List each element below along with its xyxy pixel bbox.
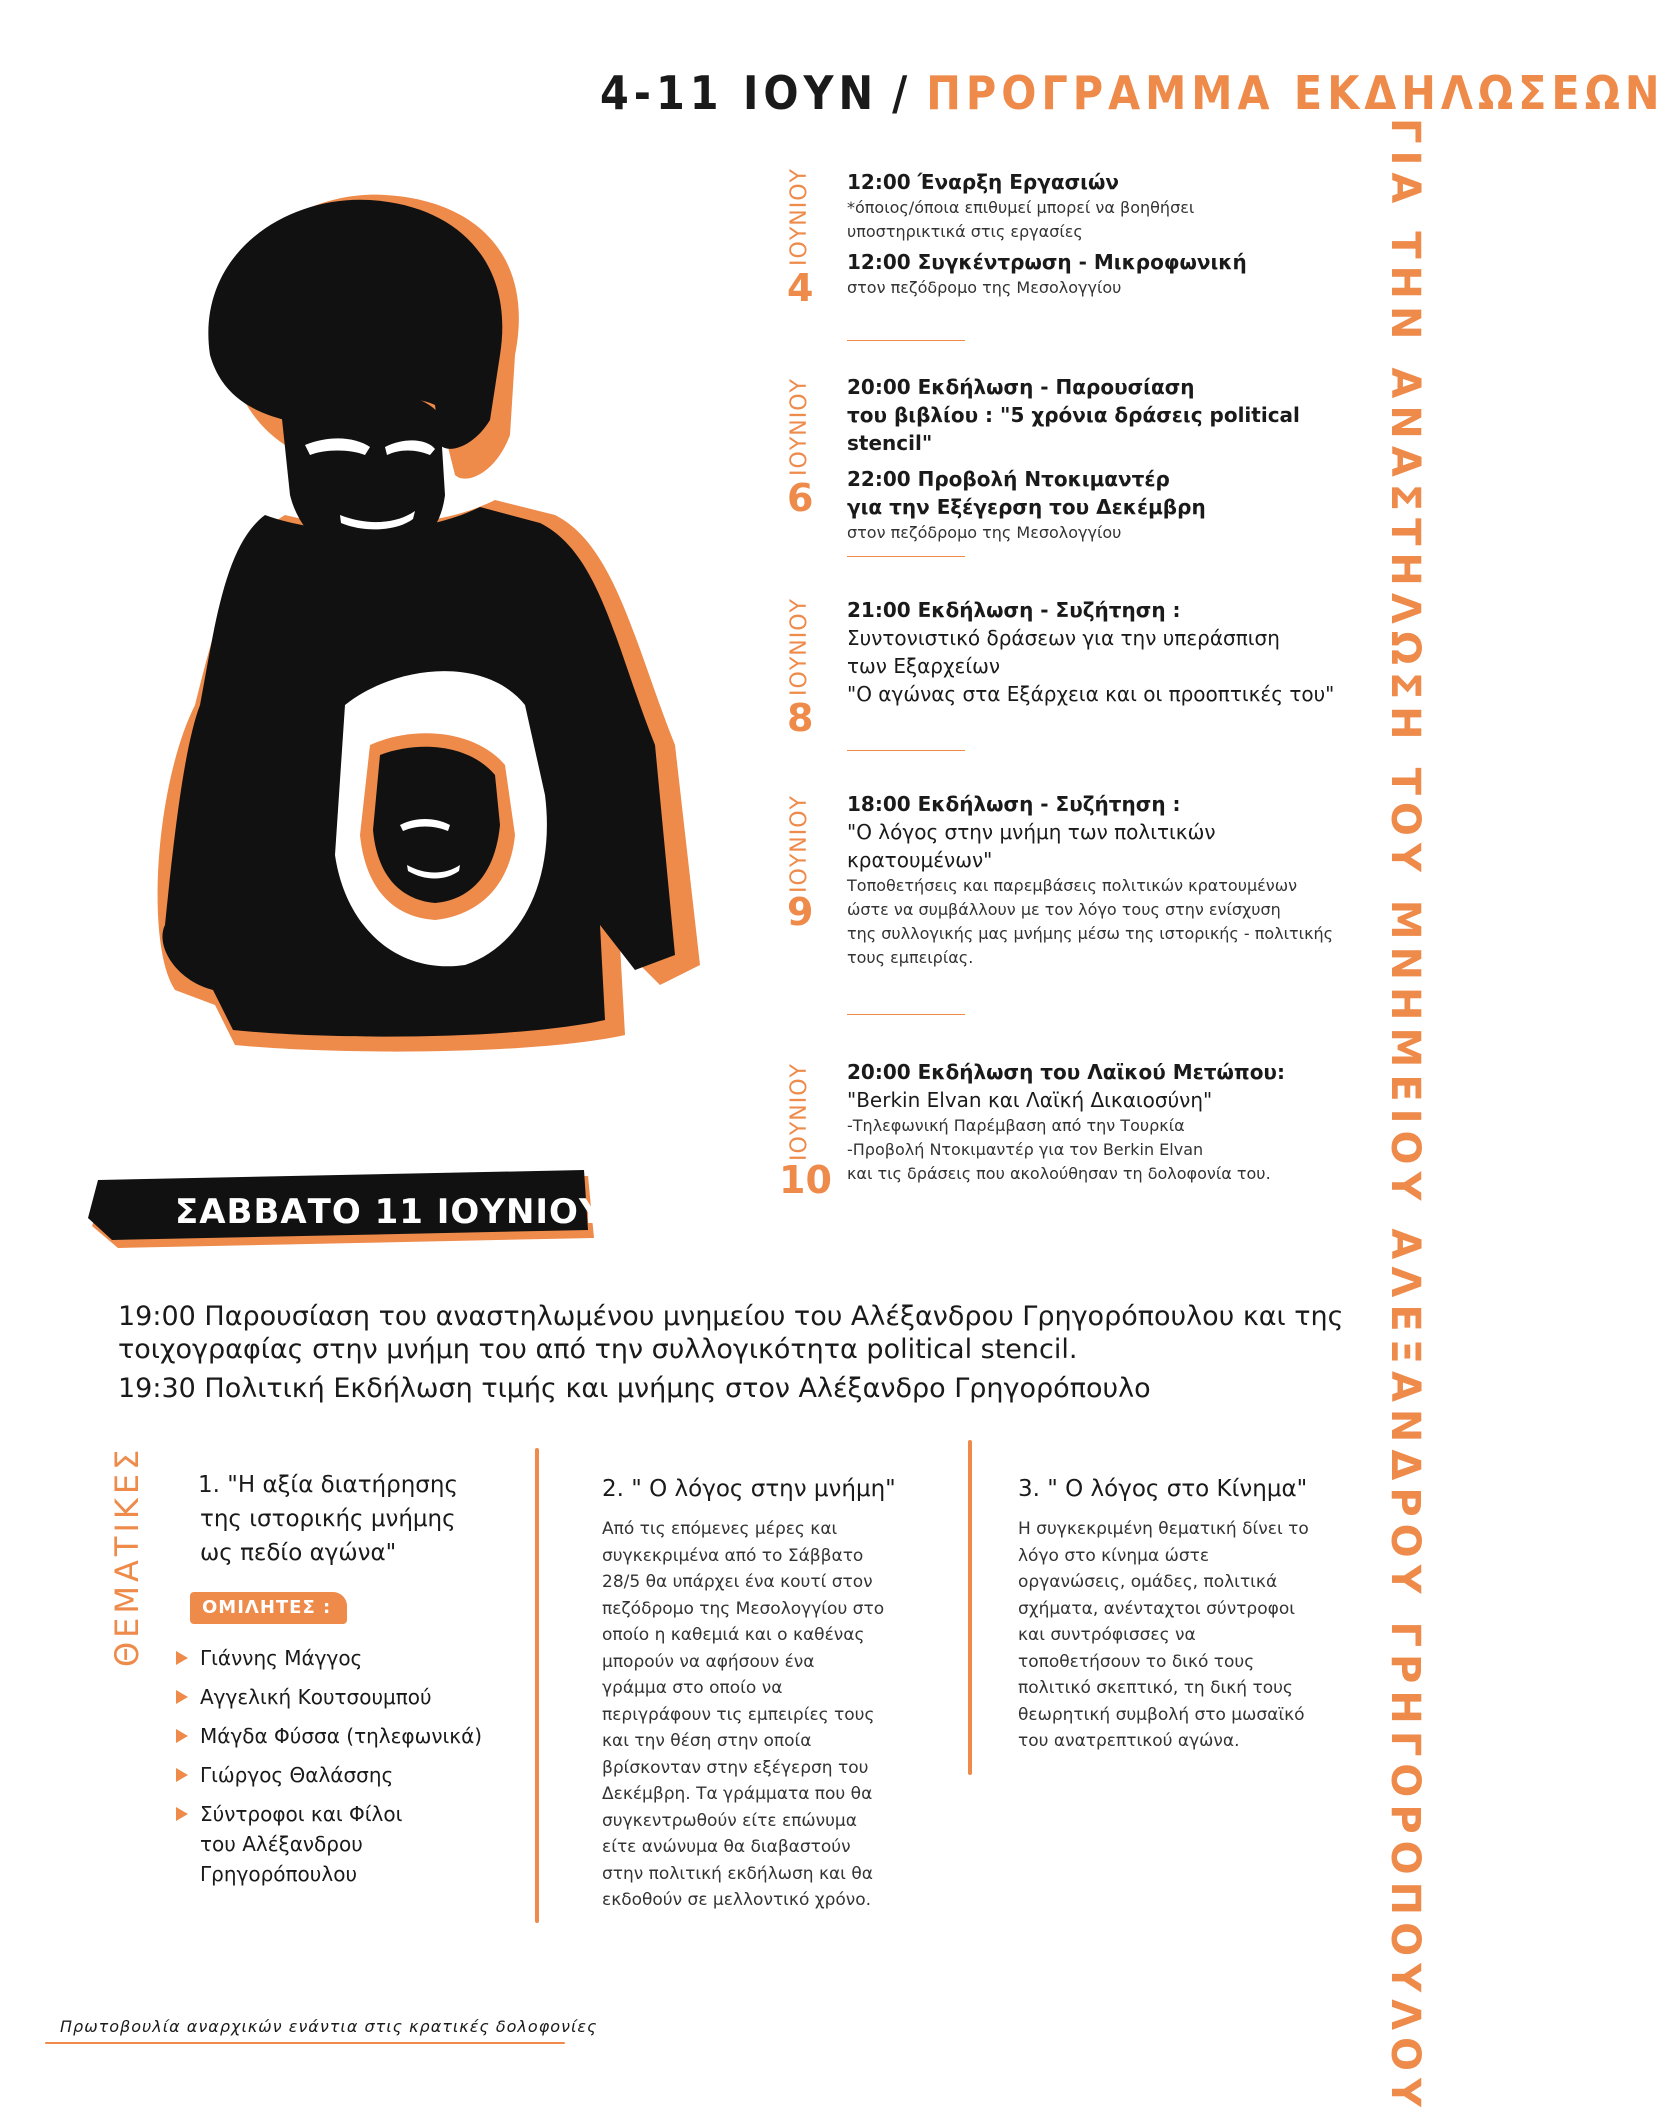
event-line: "Ο λόγος στην μνήμη των πολιτικών — [847, 820, 1216, 844]
arrow-bullet-icon — [176, 1651, 188, 1665]
event-note: -Προβολή Ντοκιμαντέρ για τον Berkin Elvan — [847, 1140, 1204, 1159]
thematic-text-line: Η συγκεκριμένη θεματική δίνει το — [1018, 1519, 1309, 1539]
thematic-heading: 2. " Ο λόγος στην μνήμη" — [602, 1476, 896, 1502]
arrow-bullet-icon — [176, 1729, 188, 1743]
event-line: "Berkin Elvan και Λαϊκή Δικαιοσύνη" — [847, 1088, 1213, 1112]
event-note: ώστε να συμβάλλουν με τον λόγο τους στην ενίσχυση — [847, 900, 1281, 919]
header-separator: / — [892, 66, 913, 120]
event-note: στον πεζόδρομο της Μεσολογγίου — [847, 278, 1122, 297]
thematic-text-line: οποίο η καθεμιά και ο καθένας — [602, 1625, 865, 1645]
thematic-heading: 1. "Η αξία διατήρησης — [198, 1472, 458, 1498]
event-title: 21:00 Εκδήλωση - Συζήτηση : — [847, 598, 1181, 622]
event-line: "Ο αγώνας στα Εξάρχεια και οι προοπτικές του" — [847, 682, 1335, 706]
thematic-text-line: πολιτικό σκεπτικό, τη δική τους — [1018, 1678, 1293, 1698]
thematic-text-line: τοποθετήσουν το δικό τους — [1018, 1651, 1255, 1672]
day-number: 8 — [787, 696, 814, 740]
thematic-heading: 3. " Ο λόγος στο Κίνημα" — [1018, 1476, 1308, 1502]
day-number: 6 — [787, 476, 814, 520]
header-title: ΠΡΟΓΡΑΜΜΑ ΕΚΔΗΛΩΣΕΩΝ — [926, 66, 1665, 120]
events-day-8 — [847, 596, 1347, 708]
page-header — [600, 66, 1665, 120]
event-note: και τις δράσεις που ακολούθησαν τη δολοφονία του. — [847, 1164, 1271, 1183]
speaker-item: Γιάννης Μάγγος — [178, 1643, 362, 1673]
column-divider — [968, 1440, 972, 1775]
event-title: 22:00 Προβολή Ντοκιμαντέρ — [847, 467, 1170, 491]
thematic-text-line: 28/5 θα υπάρχει ένα κουτί στον — [602, 1572, 873, 1592]
day-number: 10 — [779, 1158, 832, 1202]
day-4 — [765, 168, 845, 318]
thematic-text-line: θεωρητική συμβολή στο μωσαϊκό — [1018, 1704, 1305, 1725]
thematic-text-line: βρίσκονταν στην εξέγερση του — [602, 1757, 869, 1778]
event-line: Συντονιστικό δράσεων για την υπεράσπιση — [847, 626, 1280, 650]
saturday-line: τοιχογραφίας στην μνήμη του από την συλλογικότητα political stencil. — [118, 1334, 1078, 1365]
saturday-banner-label: ΣΑΒΒΑΤΟ 11 ΙΟΥΝΙΟΥ — [175, 1192, 605, 1232]
day-10 — [765, 1063, 845, 1213]
thematic-text-line: οργανώσεις, ομάδες, πολιτικά — [1018, 1572, 1278, 1592]
day-month: ΙΟΥΝΙΟΥ — [787, 1063, 812, 1161]
thematic-text-line: γράμμα στο οποίο να — [602, 1678, 783, 1698]
event-title-line2: του βιβλίου : "5 χρόνια δράσεις political stencil" — [847, 403, 1300, 455]
stencil-inner-portrait — [360, 733, 515, 920]
event-title-line2: για την Εξέγερση του Δεκέμβρη — [847, 495, 1206, 519]
arrow-bullet-icon — [176, 1690, 188, 1704]
thematic-text-line: συγκεκριμένα από το Σάββατο — [602, 1545, 864, 1566]
event-title: 12:00 Συγκέντρωση - Μικροφωνική — [847, 250, 1247, 274]
event-note: στον πεζόδρομο της Μεσολογγίου — [847, 523, 1122, 542]
speaker-item: Γιώργος Θαλάσσης — [178, 1760, 393, 1790]
event-note: -Τηλεφωνική Παρέμβαση από την Τουρκία — [847, 1116, 1185, 1135]
events-day-4 — [847, 168, 1347, 300]
thematic-heading: ως πεδίο αγώνα" — [200, 1540, 397, 1566]
thematic-text-line: μπορούν να αφήσουν ένα — [602, 1651, 815, 1672]
day-6 — [765, 378, 845, 528]
thematic-text-line: και την θέση στην οποία — [602, 1731, 812, 1751]
event-title: 12:00 Έναρξη Εργασιών — [847, 170, 1119, 194]
thematic-text-line: σχήματα, ανένταχτοι σύντροφοι — [1018, 1598, 1295, 1619]
thematic-col-3 — [1018, 1472, 1348, 1755]
event-note: *όποιος/όποια επιθυμεί μπορεί να βοηθήσει — [847, 198, 1195, 217]
thematic-text-line: του ανατρεπτικού αγώνα. — [1018, 1731, 1240, 1751]
speaker-item: Αγγελική Κουτσουμπού — [178, 1682, 432, 1712]
schedule-divider — [847, 750, 965, 751]
column-divider — [535, 1448, 539, 1923]
footer-underline — [45, 2042, 565, 2044]
day-month: ΙΟΥΝΙΟΥ — [787, 795, 812, 893]
thematic-text-line: Από τις επόμενες μέρες και — [602, 1519, 838, 1539]
event-line: των Εξαρχείων — [847, 654, 1001, 678]
thematic-text-line: Δεκέμβρη. Τα γράμματα που θα — [602, 1784, 873, 1804]
thematic-text-line: συγκεντρωθούν είτε επώνυμα — [602, 1810, 857, 1831]
event-note: υποστηρικτικά στις εργασίες — [847, 222, 1083, 241]
speaker-item: Σύντροφοι και Φίλοι του Αλέξανδρου Γρηγορόπουλου — [178, 1799, 402, 1889]
thematic-text-line: είτε ανώνυμα θα διαβαστούν — [602, 1837, 851, 1857]
event-note: της συλλογικής μας μνήμης μέσω της ιστορικής - πολιτικής — [847, 924, 1334, 943]
event-title: 20:00 Εκδήλωση του Λαϊκού Μετώπου: — [847, 1060, 1285, 1084]
thematic-text-line: εκδοθούν σε μελλοντικό χρόνο. — [602, 1890, 872, 1910]
event-title: 20:00 Εκδήλωση - Παρουσίαση — [847, 375, 1195, 399]
event-note: τους εμπειρίας. — [847, 948, 974, 967]
thematic-text-line: λόγο στο κίνημα ώστε — [1018, 1545, 1210, 1566]
event-title: 18:00 Εκδήλωση - Συζήτηση : — [847, 792, 1181, 816]
thematic-col-2 — [602, 1472, 932, 1914]
day-number: 4 — [787, 266, 814, 310]
speaker-item: Μάγδα Φύσσα (τηλεφωνικά) — [178, 1721, 482, 1751]
speakers-badge: ΟΜΙΛΗΤΕΣ : — [190, 1592, 347, 1624]
day-9 — [765, 795, 845, 945]
event-note: Τοποθετήσεις και παρεμβάσεις πολιτικών κρατουμένων — [847, 876, 1298, 895]
schedule-divider — [847, 1014, 965, 1015]
footer-credit: Πρωτοβουλία αναρχικών ενάντια στις κρατικές δολοφονίες — [60, 2017, 598, 2036]
thematic-text-line: περιγράφουν τις εμπειρίες τους — [602, 1704, 875, 1725]
day-month: ΙΟΥΝΙΟΥ — [787, 598, 812, 696]
thematic-text-line: πεζόδρομο της Μεσολογγίου στο — [602, 1598, 885, 1619]
day-number: 9 — [787, 890, 814, 934]
thematic-col-1 — [198, 1468, 508, 1570]
thematic-text-line: στην πολιτική εκδήλωση και θα — [602, 1863, 873, 1884]
event-line: κρατουμένων" — [847, 848, 993, 872]
events-day-6 — [847, 373, 1347, 545]
stencil-portrait — [115, 185, 715, 1055]
vertical-title: ΓΙΑ ΤΗΝ ΑΝΑΣΤΗΛΩΣΗ ΤΟΥ ΜΝΗΜΕΙΟΥ ΑΛΕΞΑΝΔΡΟΥ ΓΡΗΓΟΡΟΠΟΥΛΟΥ — [1382, 118, 1428, 2114]
thematic-text-line: και συντρόφισσες να — [1018, 1625, 1196, 1645]
header-dates: 4-11 ΙΟΥΝ — [600, 66, 879, 120]
events-day-10 — [847, 1058, 1347, 1186]
thematics-label: ΘΕΜΑΤΙΚΕΣ — [108, 1445, 146, 1667]
saturday-line: 19:00 Παρουσίαση του αναστηλωμένου μνημείου του Αλέξανδρου Γρηγορόπουλου και της — [118, 1301, 1344, 1332]
arrow-bullet-icon — [176, 1768, 188, 1782]
saturday-line: 19:30 Πολιτική Εκδήλωση τιμής και μνήμης στον Αλέξανδρο Γρηγορόπουλο — [118, 1373, 1151, 1404]
day-8 — [765, 598, 845, 748]
schedule-divider — [847, 340, 965, 341]
day-month: ΙΟΥΝΙΟΥ — [787, 378, 812, 476]
schedule-divider — [847, 556, 965, 557]
events-day-9 — [847, 790, 1347, 970]
saturday-program — [118, 1300, 1348, 1405]
thematic-heading: της ιστορικής μνήμης — [200, 1506, 456, 1532]
day-month: ΙΟΥΝΙΟΥ — [787, 168, 812, 266]
arrow-bullet-icon — [176, 1807, 188, 1821]
